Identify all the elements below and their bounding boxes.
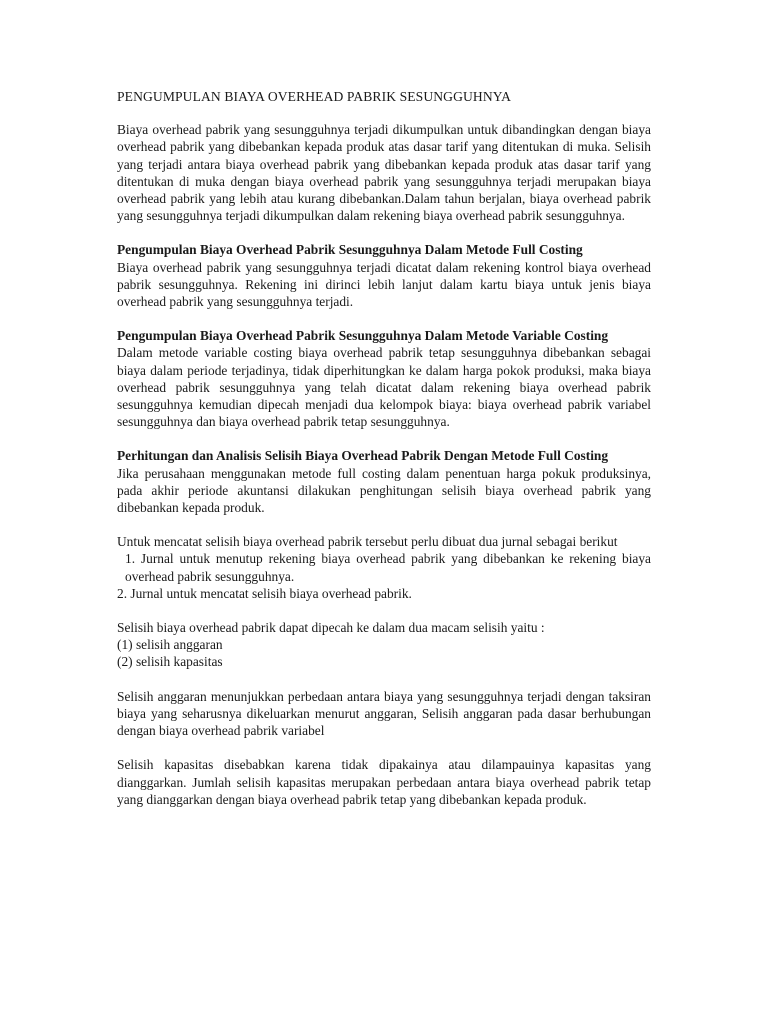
section-heading-variable-costing: Pengumpulan Biaya Overhead Pabrik Sesungguhnya Dalam Metode Variable Costing — [117, 328, 609, 344]
journal-item-2: 2. Jurnal untuk mencatat selisih biaya overhead pabrik. — [117, 585, 412, 601]
section-body-variable-costing: Dalam metode variable costing biaya overhead pabrik tetap sesungguhnya dibebankan sebagai biaya dalam periode terjadinya, tidak diperhitungkan ke dalam harga pokok produksi, maka biaya overhead pabrik sesungguhnya yang telah dicatat dalam rekening biaya overhead pabrik sesungguhnya kemudian dipecah menjadi dua kelompok biaya: biaya overhead pabrik variabel sesungguhnya dan biaya overhead pabrik tetap sesungguhnya. — [117, 345, 651, 430]
variance-item-budget: (1) selisih anggaran — [117, 637, 223, 653]
section-variance-analysis — [117, 447, 651, 516]
journal-intro: Untuk mencatat selisih biaya overhead pabrik tersebut perlu dibuat dua jurnal sebagai berikut — [117, 534, 618, 550]
section-heading-variance-analysis: Perhitungan dan Analisis Selisih Biaya Overhead Pabrik Dengan Metode Full Costing — [117, 448, 609, 464]
document-title: PENGUMPULAN BIAYA OVERHEAD PABRIK SESUNGGUHNYA — [117, 89, 512, 104]
variance-list-block — [117, 619, 651, 671]
document-page — [117, 88, 651, 825]
section-full-costing — [117, 241, 651, 310]
section-variable-costing — [117, 327, 651, 430]
budget-variance-paragraph: Selisih anggaran menunjukkan perbedaan antara biaya yang sesungguhnya terjadi dengan taksiran biaya yang seharusnya dikeluarkan menurut anggaran, Selisih anggaran pada dasar berhubungan dengan biaya overhead pabrik variabel — [117, 688, 651, 739]
journal-block — [117, 533, 651, 602]
variance-item-capacity: (2) selisih kapasitas — [117, 654, 223, 670]
variance-intro: Selisih biaya overhead pabrik dapat dipecah ke dalam dua macam selisih yaitu : — [117, 620, 545, 636]
intro-paragraph: Biaya overhead pabrik yang sesungguhnya terjadi dikumpulkan untuk dibandingkan dengan biaya overhead pabrik yang dibebankan kepada produk atas dasar tarif yang ditentukan di muka. Selisih yang terjadi antara biaya overhead pabrik yang dibebankan kepada produk atas dasar tarif yang ditentukan di muka dengan biaya overhead pabrik yang sesungguhnya terjadi merupakan biaya overhead pabrik yang lebih atau kurang dibebankan.Dalam tahun berjalan, biaya overhead pabrik yang sesungguhnya terjadi dikumpulkan dalam rekening biaya overhead pabrik sesungguhnya. — [117, 122, 651, 224]
capacity-variance-paragraph: Selisih kapasitas disebabkan karena tidak dipakainya atau dilampauinya kapasitas yang dianggarkan. Jumlah selisih kapasitas merupakan perbedaan antara biaya overhead pabrik tetap yang dianggarkan dengan biaya overhead pabrik tetap yang dibebankan kepada produk. — [117, 757, 651, 807]
section-body-variance-analysis: Jika perusahaan menggunakan metode full costing dalam penentuan harga pokuk produksinya, pada akhir periode akuntansi dilakukan penghitungan selisih biaya overhead pabrik yang dibebankan kepada produk. — [117, 465, 651, 516]
journal-item-1: 1. Jurnal untuk menutup rekening biaya overhead pabrik yang dibebankan ke rekening biaya overhead pabrik sesungguhnya. — [125, 551, 651, 584]
section-heading-full-costing: Pengumpulan Biaya Overhead Pabrik Sesungguhnya Dalam Metode Full Costing — [117, 242, 583, 258]
section-body-full-costing: Biaya overhead pabrik yang sesungguhnya terjadi dicatat dalam rekening kontrol biaya overhead pabrik sesungguhnya. Rekening ini dirinci lebih lanjut dalam kartu biaya untuk jenis biaya overhead pabrik yang sesungguhnya terjadi. — [117, 259, 651, 310]
